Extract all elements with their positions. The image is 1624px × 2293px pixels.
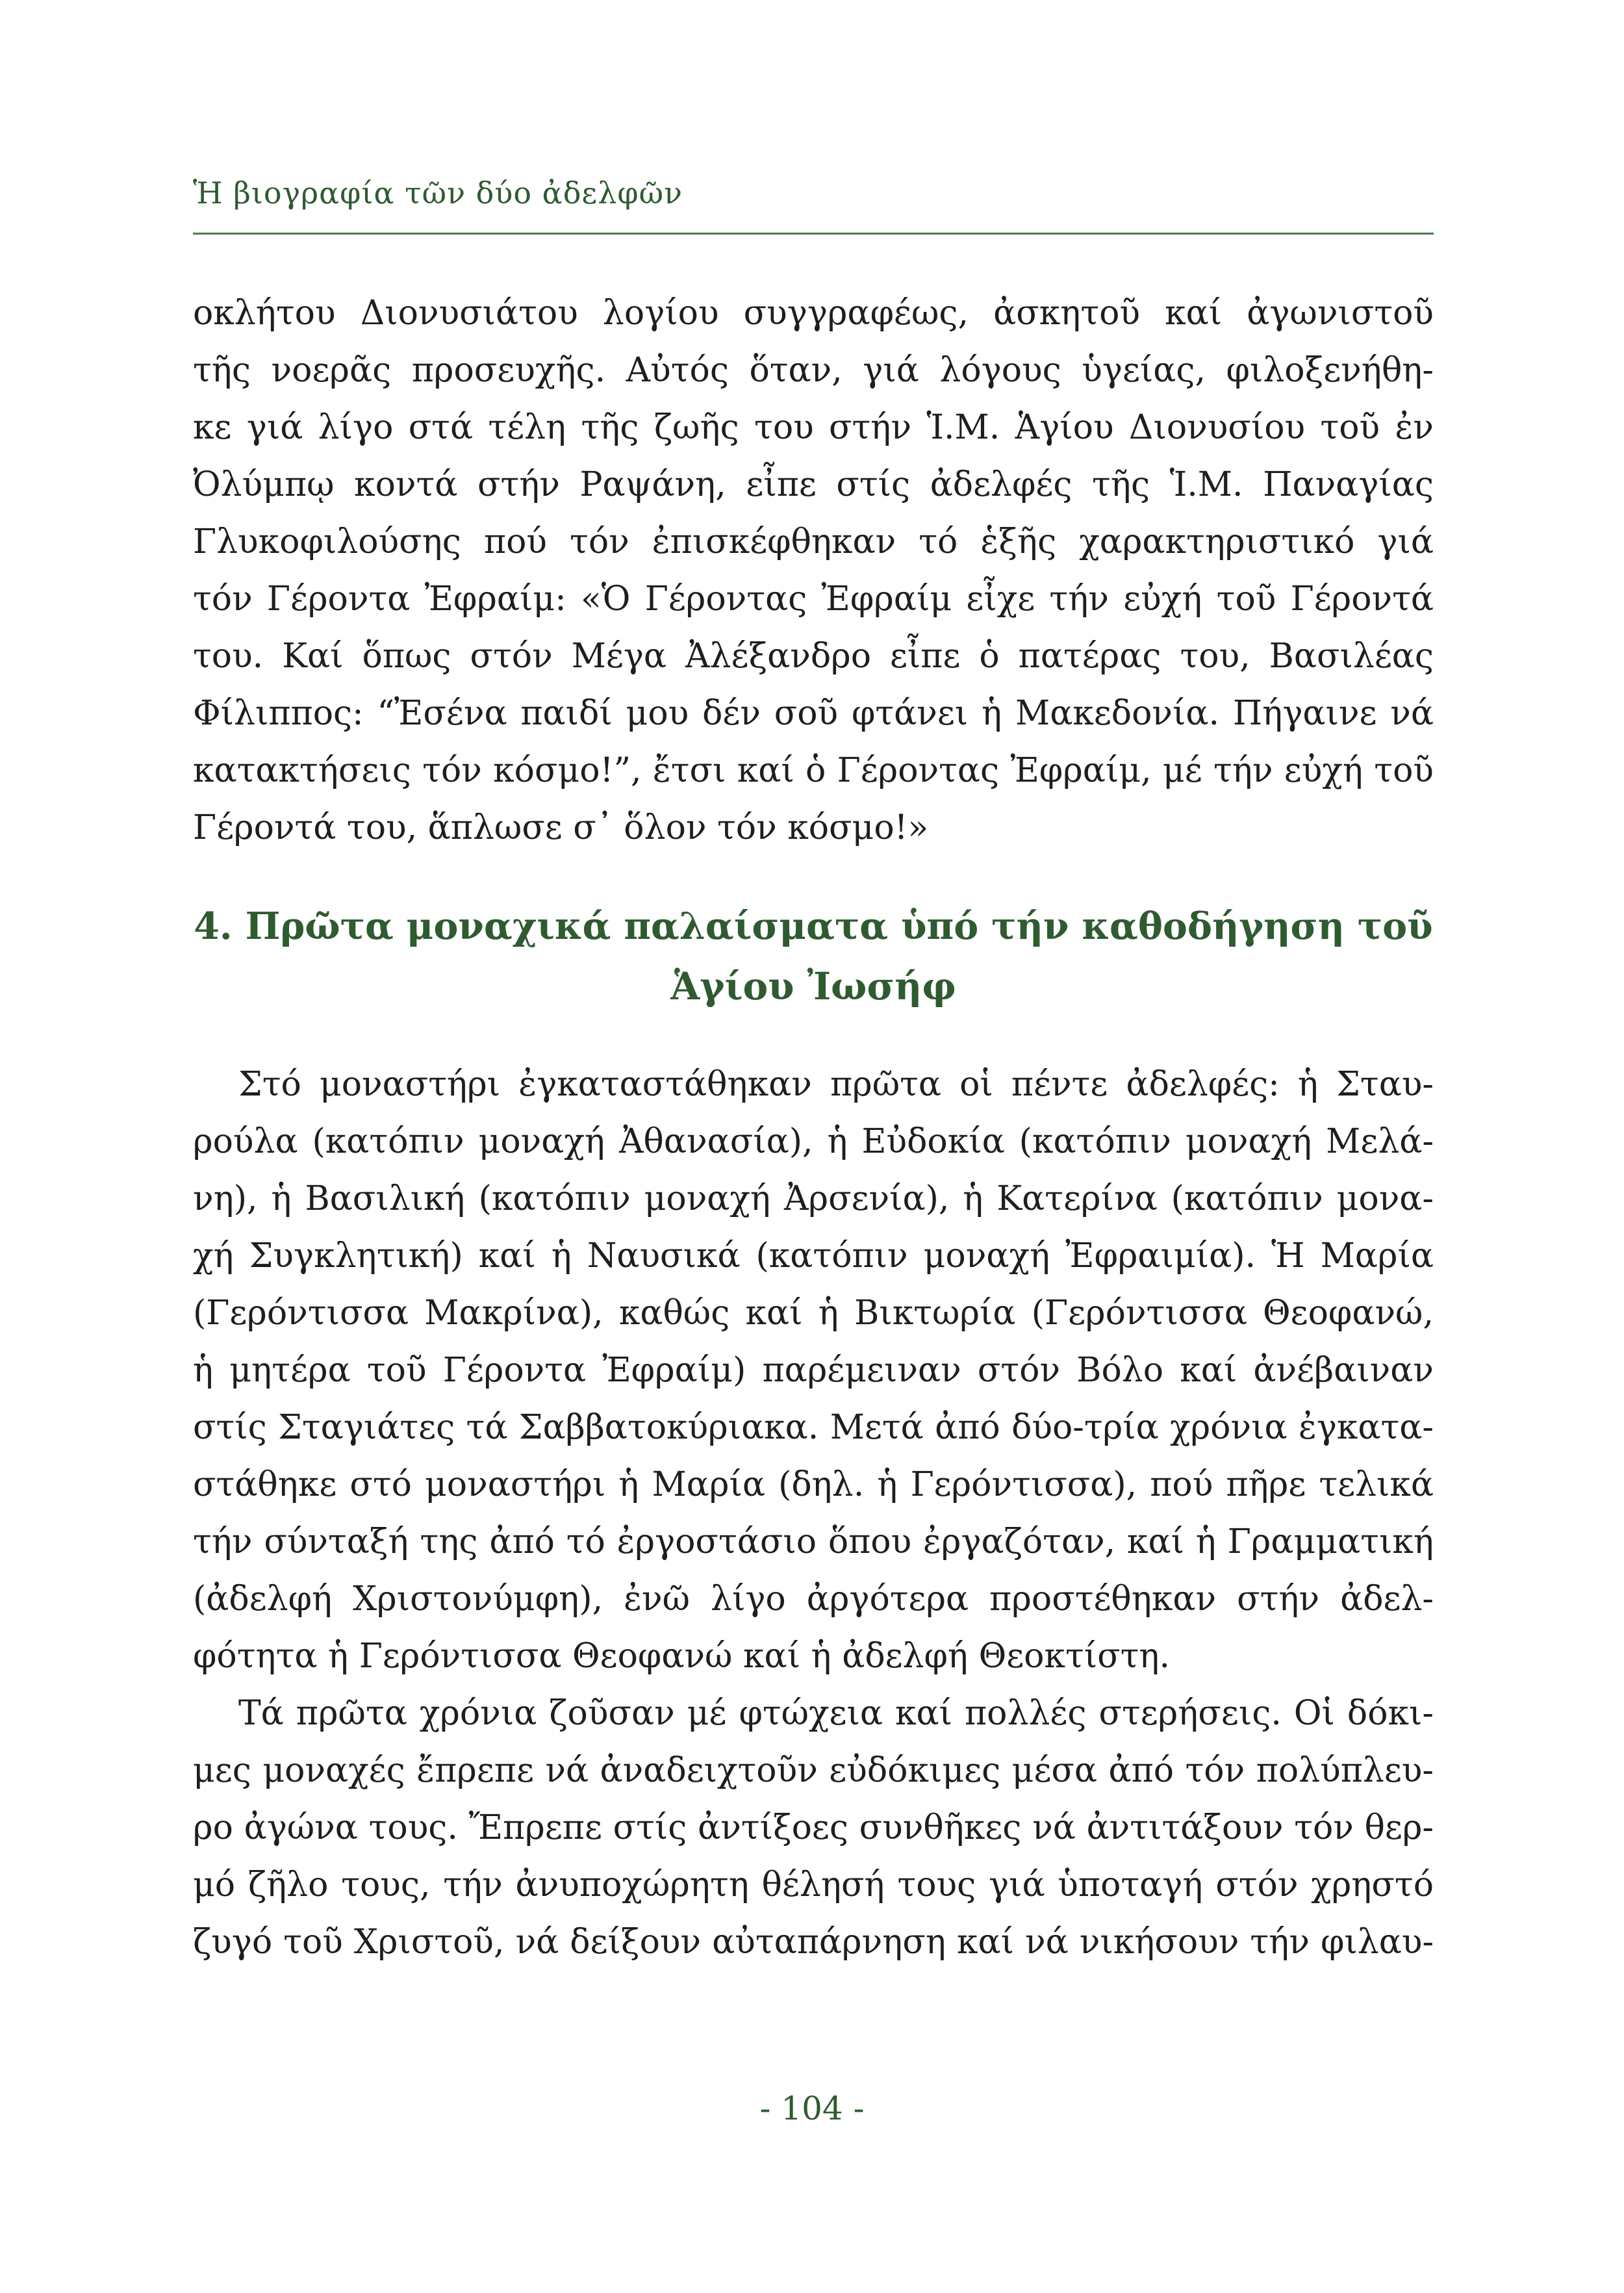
text-line: μό ζῆλο τους, τήν ἀνυποχώρητη θέλησή τους γιά ὑποταγή στόν χρηστό xyxy=(193,1865,1434,1904)
text-line: Στό μοναστήρι ἐγκαταστάθηκαν πρῶτα οἱ πέντε ἀδελφές: ἡ Σταυ- xyxy=(238,1065,1434,1104)
text-line: Γλυκοφιλούσης πού τόν ἐπισκέφθηκαν τό ἑξῆς χαρακτηριστικό γιά xyxy=(193,522,1434,561)
text-line: μες μοναχές ἔπρεπε νά ἀναδειχτοῦν εὐδόκιμες μέσα ἀπό τόν πολύπλευ- xyxy=(193,1751,1434,1790)
text-line: οκλήτου Διονυσιάτου λογίου συγγραφέως, ἀσκητοῦ καί ἀγωνιστοῦ xyxy=(193,294,1434,333)
text-line: στάθηκε στό μοναστήρι ἡ Μαρία (δηλ. ἡ Γερόντισσα), πού πῆρε τελικά xyxy=(193,1465,1434,1504)
text-line: Ὀλύμπῳ κοντά στήν Ραψάνη, εἶπε στίς ἀδελφές τῆς Ἱ.Μ. Παναγίας xyxy=(193,465,1434,504)
text-line: ρούλα (κατόπιν μοναχή Ἀθανασία), ἡ Εὐδοκία (κατόπιν μοναχή Μελά- xyxy=(193,1122,1434,1161)
running-head: Ἡ βιογραφία τῶν δύο ἀδελφῶν xyxy=(193,175,683,211)
section-heading-line-1: 4. Πρῶτα μοναχικά παλαίσματα ὑπό τήν καθοδήγηση τοῦ xyxy=(194,904,1433,948)
text-line: Φίλιππος: “Ἐσένα παιδί μου δέν σοῦ φτάνει ἡ Μακεδονία. Πήγαινε νά xyxy=(193,694,1434,733)
page-number: - 104 - xyxy=(759,2090,865,2127)
text-line: κατακτήσεις τόν κόσμο!”, ἔτσι καί ὁ Γέροντας Ἐφραίμ, μέ τήν εὐχή τοῦ xyxy=(193,751,1434,790)
header-rule xyxy=(193,233,1434,235)
text-line: τήν σύνταξή της ἀπό τό ἐργοστάσιο ὅπου ἐργαζόταν, καί ἡ Γραμματική xyxy=(193,1522,1434,1561)
text-line: κε γιά λίγο στά τέλη τῆς ζωῆς του στήν Ἱ.Μ. Ἁγίου Διονυσίου τοῦ ἐν xyxy=(193,408,1434,447)
text-line: ζυγό τοῦ Χριστοῦ, νά δείξουν αὐταπάρνηση καί νά νικήσουν τήν φιλαυ- xyxy=(193,1923,1434,1962)
text-line: στίς Σταγιάτες τά Σαββατοκύριακα. Μετά ἀπό δύο-τρία χρόνια ἐγκατα- xyxy=(193,1408,1434,1447)
text-line: τῆς νοερᾶς προσευχῆς. Αὐτός ὅταν, γιά λόγους ὑγείας, φιλοξενήθη- xyxy=(193,351,1434,390)
paragraph-2 xyxy=(193,1056,1434,1685)
text-line: Τά πρῶτα χρόνια ζοῦσαν μέ φτώχεια καί πολλές στερήσεις. Οἱ δόκι- xyxy=(238,1694,1434,1733)
section-heading xyxy=(193,897,1434,1016)
paragraph-3 xyxy=(193,1685,1434,1971)
text-line: φότητα ἡ Γερόντισσα Θεοφανώ καί ἡ ἀδελφή Θεοκτίστη. xyxy=(193,1637,1171,1676)
paragraph-1 xyxy=(193,285,1434,856)
text-line: (ἀδελφή Χριστονύμφη), ἐνῶ λίγο ἀργότερα προστέθηκαν στήν ἀδελ- xyxy=(193,1580,1434,1619)
text-line: (Γερόντισσα Μακρίνα), καθώς καί ἡ Βικτωρία (Γερόντισσα Θεοφανώ, xyxy=(193,1294,1434,1333)
text-line: ρο ἀγώνα τους. Ἔπρεπε στίς ἀντίξοες συνθῆκες νά ἀντιτάξουν τόν θερ- xyxy=(193,1808,1434,1847)
text-line: του. Καί ὅπως στόν Μέγα Ἀλέξανδρο εἶπε ὁ πατέρας του, Βασιλέας xyxy=(193,637,1434,676)
text-line: ἡ μητέρα τοῦ Γέροντα Ἐφραίμ) παρέμειναν στόν Βόλο καί ἀνέβαιναν xyxy=(193,1351,1434,1390)
text-line: χή Συγκλητική) καί ἡ Ναυσικά (κατόπιν μοναχή Ἐφραιμία). Ἡ Μαρία xyxy=(193,1236,1434,1275)
text-line: τόν Γέροντα Ἐφραίμ: «Ὁ Γέροντας Ἐφραίμ εἶχε τήν εὐχή τοῦ Γέροντά xyxy=(193,580,1434,619)
text-line: Γέροντά του, ἅπλωσε σ᾽ ὅλον τόν κόσμο!» xyxy=(193,808,929,847)
text-line: νη), ἡ Βασιλική (κατόπιν μοναχή Ἀρσενία), ἡ Κατερίνα (κατόπιν μονα- xyxy=(193,1179,1434,1218)
section-heading-line-2: Ἁγίου Ἰωσήφ xyxy=(670,964,956,1008)
